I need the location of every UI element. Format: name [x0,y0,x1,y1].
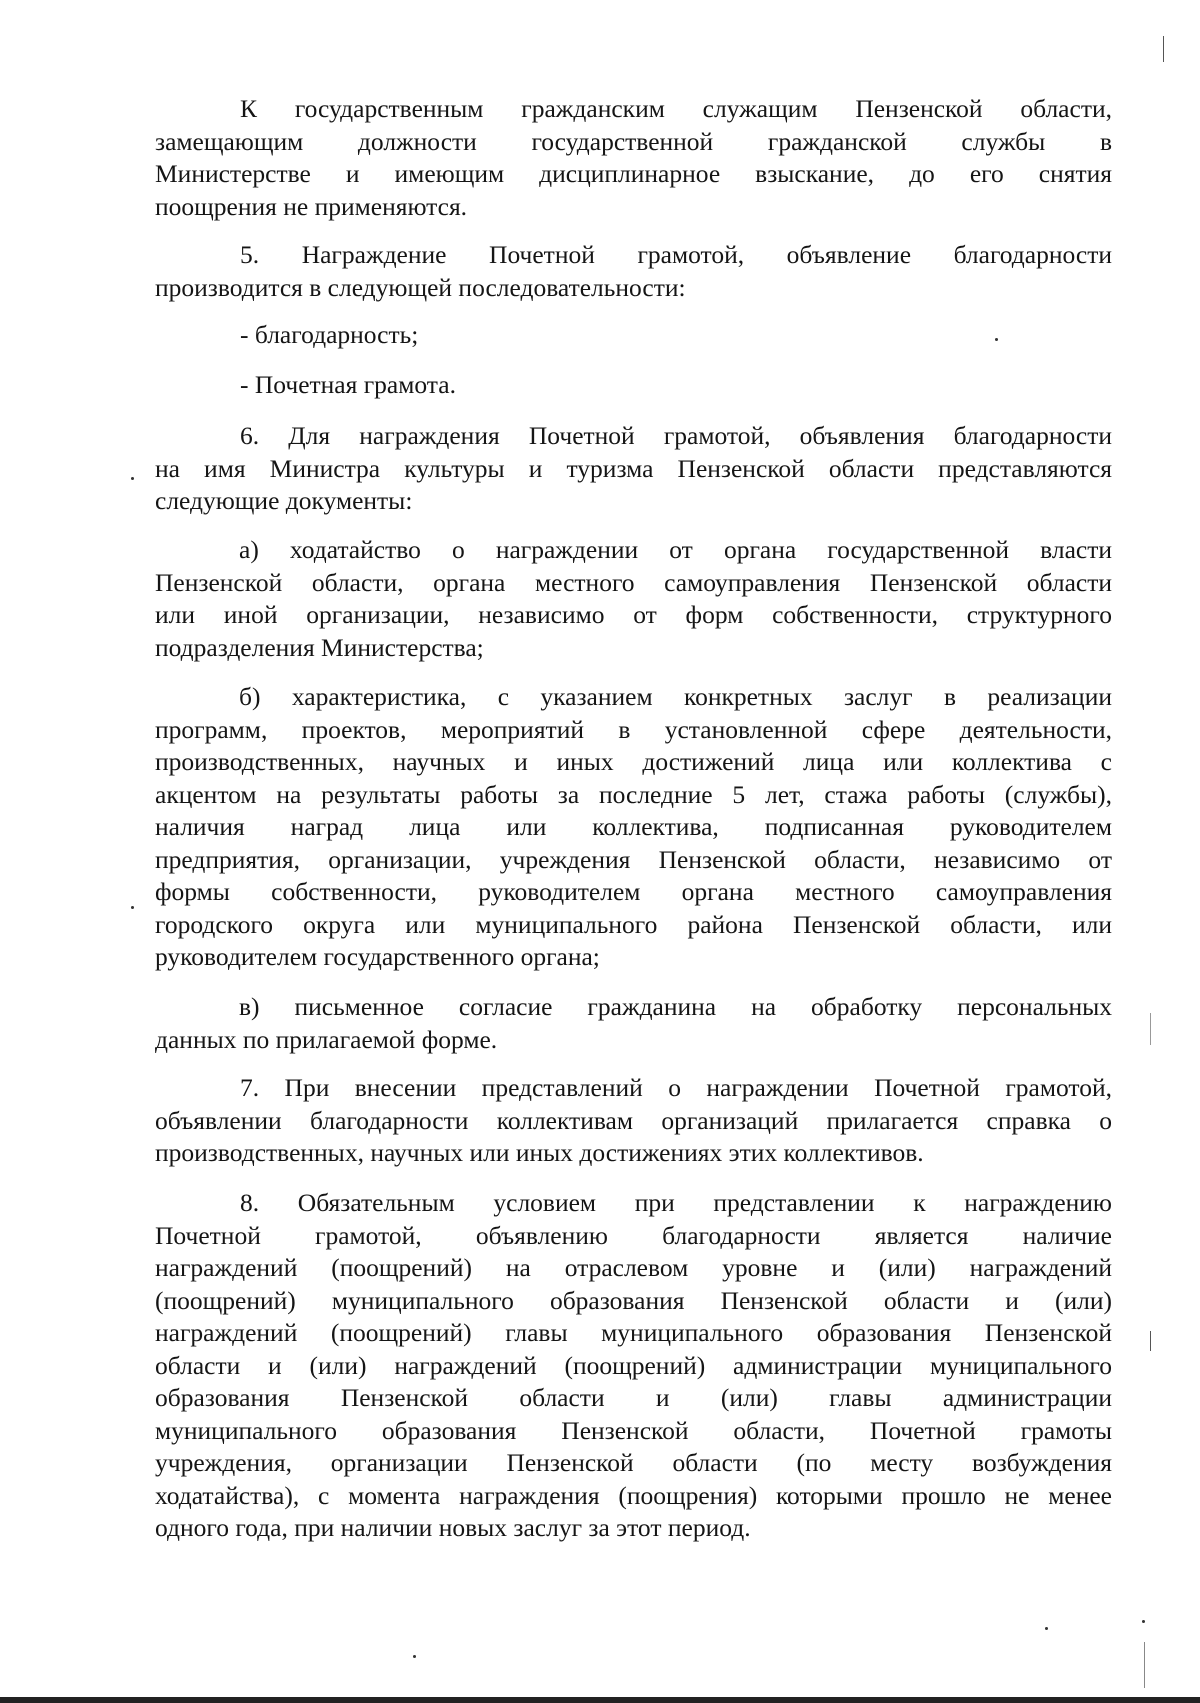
scan-edge-mark-top [1163,36,1164,62]
text-line: подразделения Министерства; [155,632,484,662]
scan-edge-mark-middle [1150,1013,1151,1045]
scan-speck [131,477,134,480]
text-line: 5. Награждение Почетной грамотой, объявление благодарности [240,240,1112,269]
text-line: Пензенской области, органа местного самоуправления Пензенской области [155,567,1112,597]
text-line: производственных, научных или иных достижениях этих коллективов. [155,1138,924,1167]
text-line: замещающим должности государственной гражданской службы в [155,126,1112,156]
paragraph-b [155,681,1112,974]
scan-speck [1142,1620,1145,1623]
text-line: б) характеристика, с указанием конкретных заслуг в реализации [239,682,1112,711]
text-line: формы собственности, руководителем органа местного самоуправления [155,877,1112,906]
text-line: предприятия, организации, учреждения Пензенской области, независимо от [155,844,1112,874]
scan-edge-mark-lower [1150,1331,1151,1351]
text-line: на имя Министра культуры и туризма Пензенской области представляются [155,453,1112,483]
scan-speck [413,1655,416,1658]
paragraph-v [155,991,1112,1056]
text-line: в) письменное согласие гражданина на обработку персональных [239,992,1112,1021]
text-line: ходатайства), с момента награждения (поощрения) которыми прошло не менее [155,1480,1112,1510]
paragraph-6 [155,420,1112,518]
scan-speck [1045,1627,1048,1630]
text-line: К государственным гражданским служащим Пензенской области, [240,94,1112,123]
text-line: руководителем государственного органа; [155,942,600,971]
text-line: городского округа или муниципального района Пензенской области, или [155,909,1112,939]
text-line: а) ходатайство о награждении от органа государственной власти [239,535,1112,564]
text-line: награждений (поощрений) на отраслевом уровне и (или) награждений [155,1253,1112,1282]
text-line: учреждения, организации Пензенской области (по месту возбуждения [155,1448,1112,1477]
list-item-gratitude [155,319,1112,352]
text-line: поощрения не применяются. [155,191,468,221]
text-line: программ, проектов, мероприятий в установленной сфере деятельности, [155,714,1112,744]
scan-bottom-border [0,1697,1200,1703]
text-line: области и (или) награждений (поощрений) администрации муниципального [155,1350,1112,1380]
text-line: 8. Обязательным условием при представлении к награждению [240,1188,1112,1217]
text-line: объявлении благодарности коллективам организаций прилагается справка о [155,1105,1112,1135]
text-line: наличия наград лица или коллектива, подписанная руководителем [155,812,1112,841]
text-line: 7. При внесении представлений о награждении Почетной грамотой, [240,1073,1112,1102]
paragraph-civil-servants [155,93,1112,223]
text-line: следующие документы: [155,486,413,515]
text-line: - Почетная грамота. [240,370,456,399]
text-line: данных по прилагаемой форме. [155,1024,498,1054]
paragraph-7 [155,1072,1112,1170]
text-line: образования Пензенской области и (или) главы администрации [155,1383,1112,1412]
text-line: - благодарность; [240,320,419,349]
text-line: муниципального образования Пензенской области, Почетной грамоты [155,1415,1112,1445]
list-item-certificate [155,369,1112,402]
text-line: 6. Для награждения Почетной грамотой, объявления благодарности [240,421,1112,450]
text-line: награждений (поощрений) главы муниципального образования Пензенской [155,1318,1112,1347]
text-line: производственных, научных и иных достижений лица или коллектива с [155,747,1112,776]
text-line: или иной организации, независимо от форм собственности, структурного [155,600,1112,629]
text-line: Министерстве и имеющим дисциплинарное взыскание, до его снятия [155,159,1112,188]
text-line: одного года, при наличии новых заслуг за этот период. [155,1513,751,1542]
text-line: акцентом на результаты работы за последние 5 лет, стажа работы (службы), [155,779,1112,809]
paragraph-5 [155,239,1112,304]
text-line: (поощрений) муниципального образования Пензенской области и (или) [155,1285,1112,1315]
scan-speck [131,906,134,909]
text-line: производится в следующей последовательности: [155,272,686,302]
scan-edge-mark-bottom [1144,1642,1145,1688]
paragraph-a [155,534,1112,664]
paragraph-8 [155,1187,1112,1545]
text-line: Почетной грамотой, объявлению благодарности является наличие [155,1220,1112,1250]
